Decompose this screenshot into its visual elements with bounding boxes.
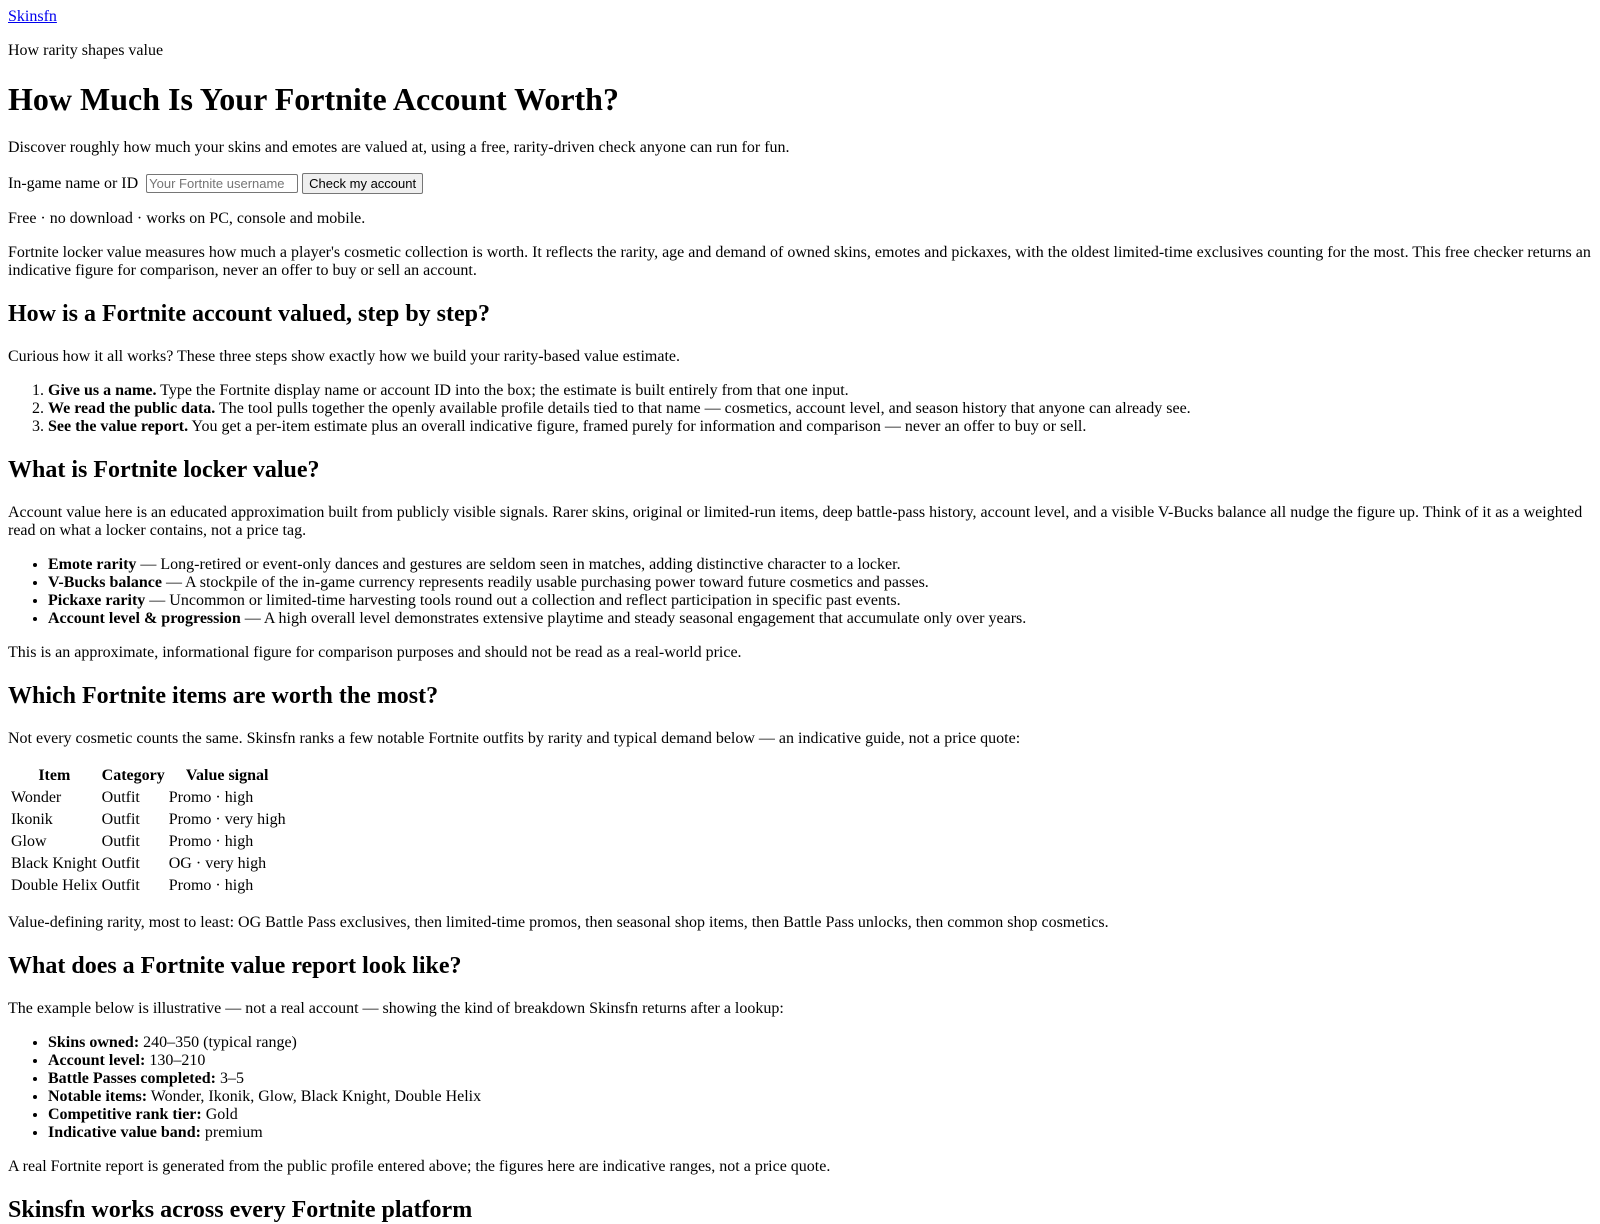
table-cell: Outfit: [101, 855, 140, 872]
locker-disclaimer: This is an approximate, informational figure for comparison purposes and should not be read as a real-world price.: [8, 644, 742, 661]
hero-note: Free · no download · works on PC, console and mobile.: [8, 210, 366, 227]
items-table-wrap: [8, 764, 1592, 898]
factor-title: Pickaxe rarity: [48, 592, 146, 609]
column-header: Item: [38, 767, 71, 784]
stat-value: Gold: [201, 1106, 238, 1123]
factor-title: Emote rarity: [48, 556, 137, 573]
table-cell: Black Knight: [11, 855, 97, 872]
factors-list: [8, 556, 1592, 628]
step-text: You get a per-item estimate plus an overall indicative figure, framed purely for information and comparison — never an offer to buy or sell.: [188, 418, 1087, 435]
table-cell: Promo · high: [168, 789, 254, 806]
page-title: How Much Is Your Fortnite Account Worth?: [8, 81, 619, 117]
table-cell: Double Helix: [11, 877, 98, 894]
stat-value: Wonder, Ikonik, Glow, Black Knight, Double Helix: [147, 1088, 482, 1105]
table-row: [10, 832, 287, 852]
brand-paragraph: [8, 8, 1592, 26]
stat-value: 130–210: [145, 1052, 206, 1069]
factor-text: — A stockpile of the in-game currency represents readily usable purchasing power toward future cosmetics and passes.: [161, 574, 929, 591]
tagline: How rarity shapes value: [8, 42, 164, 59]
platforms-heading: Skinsfn works across every Fortnite platform: [8, 1197, 473, 1223]
step-item: [48, 418, 1592, 436]
locker-intro: Account value here is an educated approximation built from publicly visible signals. Rarer skins, original or limited-run items, deep battle-pass history, account level, and a visible V-Bucks balance all nudge the figure up. Think of it as a weighted read on what a locker contains, not a price tag.: [8, 504, 1583, 539]
column-header: Category: [101, 767, 165, 784]
report-intro: The example below is illustrative — not a real account — showing the kind of breakdown Skinsfn returns after a lookup:: [8, 1000, 784, 1017]
factor-item: [48, 610, 1592, 628]
factor-item: [48, 574, 1592, 592]
table-cell: Outfit: [101, 811, 140, 828]
report-stat: [48, 1124, 1592, 1142]
factor-item: [48, 592, 1592, 610]
table-row: [10, 876, 287, 896]
step-text: Type the Fortnite display name or account ID into the box; the estimate is built entirely from that one input.: [156, 382, 849, 399]
steps-heading: How is a Fortnite account valued, step by step?: [8, 301, 490, 327]
page: [0, 8, 1600, 1224]
items-table: [8, 764, 289, 898]
report-stat: [48, 1088, 1592, 1106]
table-cell: Promo · high: [168, 877, 254, 894]
table-cell: Outfit: [101, 833, 140, 850]
rarity-note: Value-defining rarity, most to least: OG Battle Pass exclusives, then limited-time promos, then seasonal shop items, then Battle Pass unlocks, then common shop cosmetics.: [8, 914, 1109, 931]
stat-value: premium: [200, 1124, 263, 1141]
report-stats-list: [8, 1034, 1592, 1142]
stat-value: 3–5: [215, 1070, 244, 1087]
report-heading: What does a Fortnite value report look like?: [8, 953, 462, 979]
locker-heading: What is Fortnite locker value?: [8, 457, 320, 483]
stat-label: Indicative value band:: [48, 1124, 201, 1141]
factor-text: — Long-retired or event-only dances and gestures are seldom seen in matches, adding distinctive character to a locker.: [136, 556, 901, 573]
steps-list: [8, 382, 1592, 436]
table-row: [10, 810, 287, 830]
step-text: The tool pulls together the openly available profile details tied to that name — cosmetics, account level, and season history that anyone can already see.: [215, 400, 1191, 417]
stat-label: Skins owned:: [48, 1034, 140, 1051]
username-input[interactable]: [146, 174, 298, 193]
stat-value: 240–350 (typical range): [139, 1034, 297, 1051]
table-row: [10, 854, 287, 874]
step-title: Give us a name.: [48, 382, 157, 399]
name-input-label: In-game name or ID: [8, 175, 139, 192]
factor-title: Account level & progression: [48, 610, 241, 627]
report-footnote: A real Fortnite report is generated from the public profile entered above; the figures here are indicative ranges, not a price quote.: [8, 1158, 831, 1175]
items-heading: Which Fortnite items are worth the most?: [8, 683, 439, 709]
table-header-row: [10, 766, 287, 786]
items-intro: Not every cosmetic counts the same. Skinsfn ranks a few notable Fortnite outfits by rarity and typical demand below — an indicative guide, not a price quote:: [8, 730, 1021, 747]
stat-label: Account level:: [48, 1052, 146, 1069]
factor-item: [48, 556, 1592, 574]
step-item: [48, 382, 1592, 400]
step-title: We read the public data.: [48, 400, 216, 417]
table-cell: Promo · high: [168, 833, 254, 850]
table-cell: OG · very high: [168, 855, 267, 872]
stat-label: Notable items:: [48, 1088, 148, 1105]
step-item: [48, 400, 1592, 418]
table-cell: Outfit: [101, 877, 140, 894]
table-cell: Ikonik: [11, 811, 53, 828]
steps-intro: Curious how it all works? These three steps show exactly how we build your rarity-based value estimate.: [8, 348, 680, 365]
brand-link[interactable]: Skinsfn: [8, 8, 57, 25]
factor-text: — Uncommon or limited-time harvesting tools round out a collection and reflect participation in specific past events.: [145, 592, 901, 609]
report-stat: [48, 1052, 1592, 1070]
step-title: See the value report.: [48, 418, 189, 435]
intro-paragraph: Fortnite locker value measures how much a player's cosmetic collection is worth. It reflects the rarity, age and demand of owned skins, emotes and pickaxes, with the oldest limited-time exclusives counting for the most. This free checker returns an indicative figure for comparison, never an offer to buy or sell an account.: [8, 244, 1591, 279]
table-row: [10, 788, 287, 808]
table-cell: Promo · very high: [168, 811, 286, 828]
report-stat: [48, 1034, 1592, 1052]
table-cell: Glow: [11, 833, 47, 850]
check-account-button[interactable]: Check my account: [302, 173, 423, 194]
stat-label: Battle Passes completed:: [48, 1070, 216, 1087]
factor-text: — A high overall level demonstrates extensive playtime and steady seasonal engagement that accumulate only over years.: [240, 610, 1027, 627]
report-stat: [48, 1106, 1592, 1124]
column-header: Value signal: [185, 767, 269, 784]
hero-subtitle: Discover roughly how much your skins and emotes are valued at, using a free, rarity-driven check anyone can run for fun.: [8, 139, 790, 156]
report-stat: [48, 1070, 1592, 1088]
table-cell: Outfit: [101, 789, 140, 806]
lookup-form: [8, 173, 1592, 194]
table-cell: Wonder: [11, 789, 62, 806]
stat-label: Competitive rank tier:: [48, 1106, 202, 1123]
factor-title: V-Bucks balance: [48, 574, 162, 591]
